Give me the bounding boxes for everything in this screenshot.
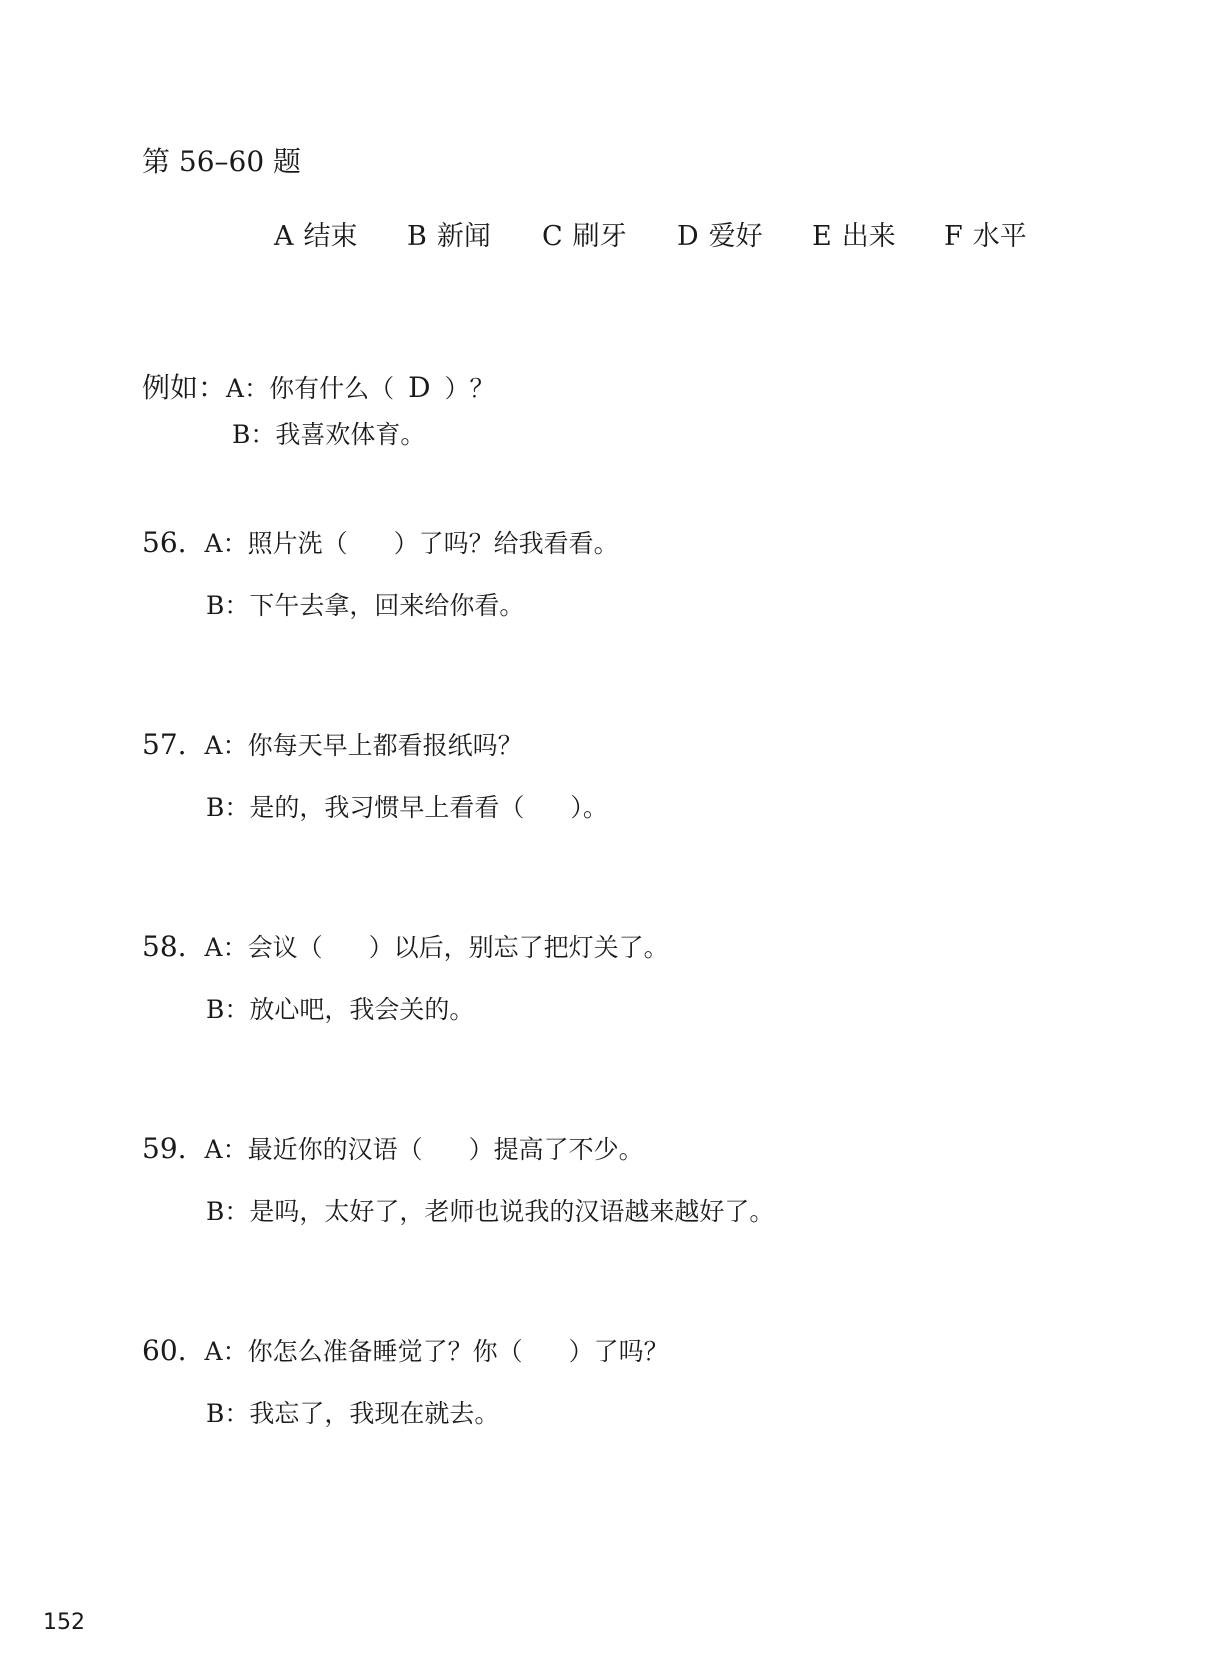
question-text: 放心吧，我会关的。 — [249, 995, 475, 1024]
question-text: 会议（ — [247, 933, 323, 962]
example-line-a — [142, 366, 495, 406]
option-letter: B — [407, 221, 427, 252]
speaker-a: A： — [204, 529, 248, 558]
speaker-a: A： — [204, 933, 248, 962]
option-a — [274, 214, 358, 253]
option-letter: C — [542, 221, 563, 252]
question-text: 你每天早上都看报纸吗？ — [247, 731, 523, 760]
question-text: 是吗，太好了，老师也说我的汉语越来越好了。 — [249, 1197, 775, 1226]
question-number: 58. — [142, 930, 187, 963]
question-57-line-b — [206, 788, 608, 824]
option-d — [677, 214, 763, 253]
question-56-line-b — [206, 586, 524, 622]
option-word: 水平 — [972, 221, 1027, 252]
question-59-line-a — [142, 1130, 644, 1166]
speaker-a: A： — [204, 1135, 248, 1164]
question-60-line-a — [142, 1332, 669, 1368]
option-letter: E — [812, 221, 832, 252]
option-f — [944, 214, 1027, 253]
question-text: ）了吗？ — [568, 1337, 669, 1366]
question-60-line-b — [206, 1394, 499, 1430]
option-word: 刷牙 — [572, 221, 627, 252]
option-letter: D — [677, 221, 699, 252]
speaker-b: B： — [206, 793, 250, 822]
question-text: 下午去拿，回来给你看。 — [249, 591, 525, 620]
speaker-a: A： — [204, 1337, 248, 1366]
question-text: ）提高了不少。 — [468, 1135, 644, 1164]
option-word: 新闻 — [436, 221, 491, 252]
speaker-b: B： — [206, 591, 250, 620]
question-58-line-a — [142, 928, 669, 964]
question-number: 59. — [142, 1132, 187, 1165]
question-59-line-b — [206, 1192, 774, 1228]
speaker-b: B： — [206, 1197, 250, 1226]
speaker-b: B： — [206, 995, 250, 1024]
speaker-b: B： — [206, 1399, 250, 1428]
example-label: 例如： — [142, 371, 227, 404]
example-answer: D — [408, 371, 431, 404]
option-e — [812, 214, 896, 253]
example-a-after: ）？ — [444, 374, 495, 403]
example-line-b — [232, 415, 425, 451]
question-number: 56. — [142, 526, 187, 559]
question-text: ）了吗？给我看看。 — [393, 529, 619, 558]
option-word: 爱好 — [708, 221, 763, 252]
question-text: 是的，我习惯早上看看（ — [249, 793, 525, 822]
question-57-line-a — [142, 726, 523, 762]
question-58-line-b — [206, 990, 474, 1026]
option-word: 结束 — [303, 221, 358, 252]
page-number: 152 — [43, 1610, 85, 1635]
question-56-line-a — [142, 524, 619, 560]
question-text: 我忘了，我现在就去。 — [249, 1399, 500, 1428]
speaker-a: A： — [204, 731, 248, 760]
speaker-a: A： — [226, 374, 270, 403]
question-text: ）以后，别忘了把灯关了。 — [368, 933, 669, 962]
option-b — [407, 214, 491, 253]
option-letter: A — [274, 221, 294, 252]
question-text: 最近你的汉语（ — [247, 1135, 423, 1164]
speaker-b: B： — [232, 420, 276, 449]
section-heading: 第 56–60 题 — [142, 145, 302, 178]
question-number: 60. — [142, 1334, 187, 1367]
example-a-before: 你有什么（ — [269, 374, 395, 403]
option-letter: F — [944, 221, 963, 252]
option-c — [542, 214, 627, 253]
question-text: 你怎么准备睡觉了？你（ — [247, 1337, 523, 1366]
example-b-text: 我喜欢体育。 — [275, 420, 426, 449]
option-word: 出来 — [841, 221, 896, 252]
question-number: 57. — [142, 728, 187, 761]
question-text: 照片洗（ — [247, 529, 348, 558]
question-text: ）。 — [570, 793, 608, 822]
